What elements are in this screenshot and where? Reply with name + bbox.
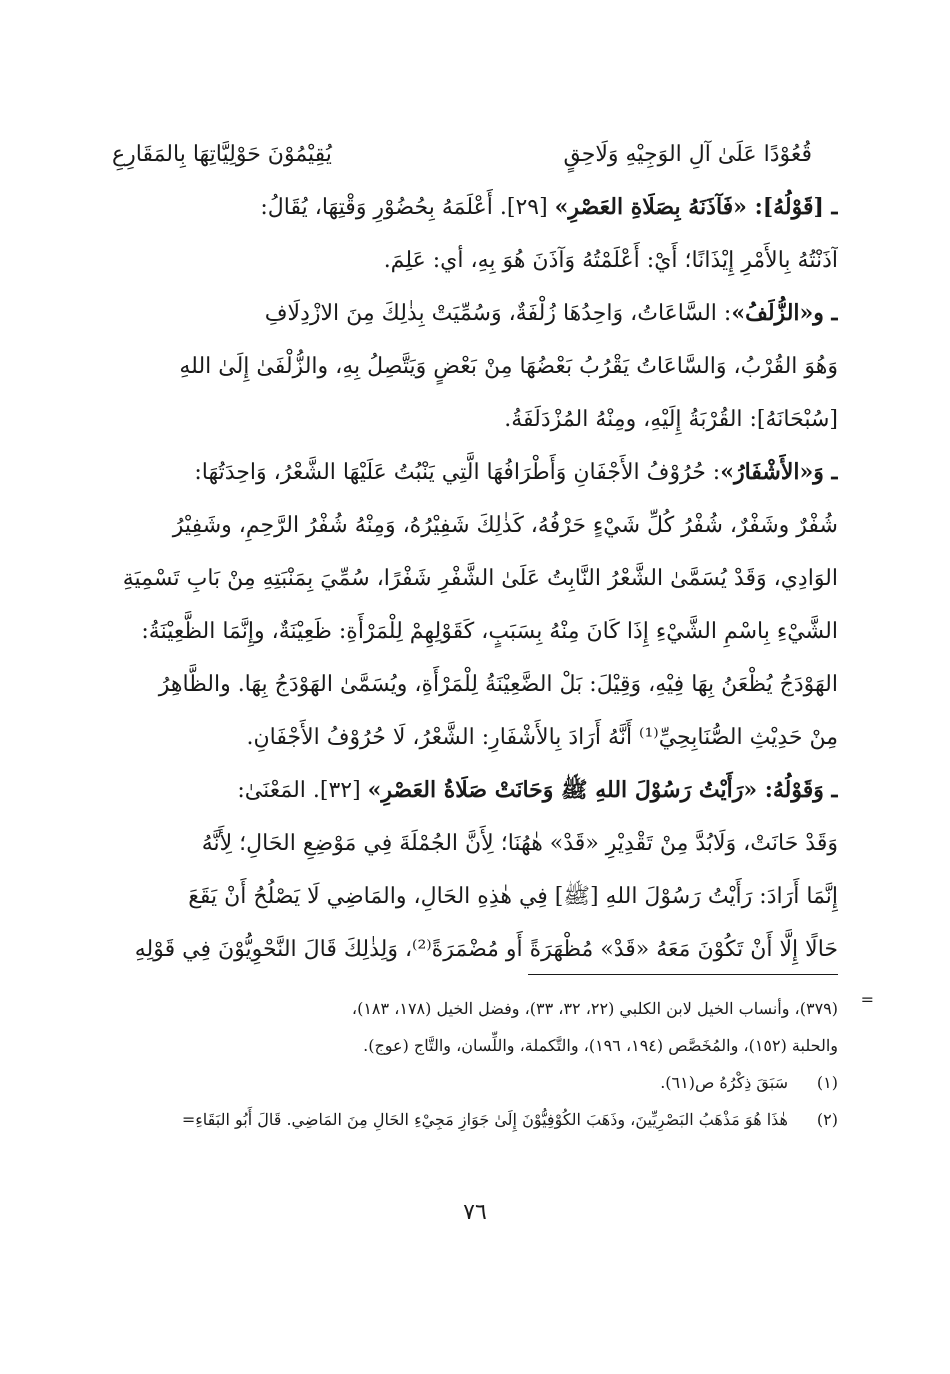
entry-heading: ـ وَ«الأَشْفَارُ» — [720, 459, 838, 485]
line-text: [سُبْحَانَهُ]: القُرْبَةُ إِلَيْهِ، ومِنْهُ المُزْدَلَفَةُ. — [504, 407, 838, 432]
footnote-text: هٰذَا هُوَ مَذْهَبُ البَصْرِيِّينَ، وذَهَبَ الكُوْفِيُّوْنَ إِلَىٰ جَوَازِ مَجِيْءِ الحَالِ مِنَ المَاضِي. قَالَ أَبُو البَقَاءِ= — [181, 1110, 788, 1129]
entry-heading: ـ و«الزُّلَفُ» — [731, 300, 838, 326]
text-line — [112, 393, 838, 446]
line-text: الوَادِي، وَقَدْ يُسَمَّىٰ الشَّعْرُ النَّابِتُ عَلَىٰ الشَّفْرِ شَفْرًا، سُمِّيَ بِمَنْبَتِهِ مِنْ بَابِ تَسْمِيَةِ — [122, 566, 838, 591]
text-line — [112, 923, 838, 976]
line-text: وَقَدْ حَانَتْ، وَلَابُدَّ مِنْ تَقْدِيْرِ «قَدْ» هٰهُنَا؛ لِأَنَّ الجُمْلَةَ فِي مَوْضِعِ الحَالِ؛ لِأَنَّهُ — [201, 831, 838, 856]
line-text: : السَّاعَاتُ، وَاحِدُهَا زُلْفَةٌ، وَسُمِّيَتْ بِذٰلِكَ مِنَ الازْدِلَافِ — [264, 301, 732, 326]
line-text: إِنَّمَا أَرَادَ: رَأَيْتُ رَسُوْلَ اللهِ [ﷺ] فِي هٰذِهِ الحَالِ، والمَاضِي لَا يَصْلُحُ أَنْ يَقَعَ — [188, 884, 838, 909]
entry-heading: ـ وَقَوْلُهُ: «رَأَيْتُ رَسُوْلَ اللهِ ﷺ وَحَانَتْ صَلَاةُ العَصْرِ» — [367, 777, 838, 803]
footnote-continuation-line: والحلبة (١٥٢)، والمُخَصَّص (١٩٤، ١٩٦)، والتَّكملة، واللِّسان، والتَّاج (عوج). — [363, 1036, 838, 1055]
main-text — [112, 128, 838, 976]
footnote-2 — [112, 1101, 838, 1138]
text-line — [112, 764, 838, 817]
line-text: الشَّيْءِ بِاسْمِ الشَّيْءِ إِذَا كَانَ مِنْهُ بِسَبَبٍ، كَقَوْلِهِمْ لِلْمَرْأَةِ: ظَعِيْنَةٌ، وإِنَّمَا الظَّعِيْنَةُ: — [141, 619, 838, 644]
text-line — [112, 870, 838, 923]
text-line — [112, 552, 838, 605]
line-text: [٣٢]. المَعْنَىٰ: — [237, 778, 368, 803]
footnote-1 — [112, 1064, 838, 1101]
footnote-number: (١) — [816, 1073, 838, 1092]
text-line — [112, 287, 838, 340]
footnote-number: (٢) — [816, 1110, 838, 1129]
footnote-continuation-line: (٣٧٩)، وأنساب الخيل لابن الكلبي (٢٢، ٣٢، ٣٣)، وفضل الخيل (١٧٨، ١٨٣)، — [351, 999, 838, 1018]
page-number: ٧٦ — [463, 1200, 487, 1225]
footnotes — [112, 990, 874, 1138]
line-text: شُفْرٌ وشَفْرٌ، شُفْرُ كُلِّ شَيْءٍ حَرْفُهُ، كَذٰلِكَ شَفِيْرُهُ، وَمِنْهُ شُفْرُ الرَّحِمِ، وشَفِيْرُ — [172, 513, 838, 538]
line-text: وَهُوَ القُرْبُ، وَالسَّاعَاتُ يَقْرُبُ بَعْضُهَا مِنْ بَعْضٍ وَيَتَّصِلُ بِهِ، والزُّلْفَىٰ إِلَىٰ اللهِ — [179, 354, 838, 379]
text-line — [112, 340, 838, 393]
text-line — [112, 499, 838, 552]
entry-heading: ـ [قَوْلُهُ]: «فَآذَنَهُ بِصَلَاةِ العَصْرِ» — [554, 194, 838, 220]
text-line — [112, 181, 838, 234]
text-line — [112, 446, 838, 499]
body-lines — [112, 181, 838, 976]
verse-first-hemistich: قُعُوْدًا عَلَىٰ آلِ الوَجِيْهِ وَلَاحِقٍ — [563, 142, 812, 167]
line-text: الهَوْدَجُ يُظْعَنُ بِهَا فِيْهِ، وَقِيْلَ: بَلْ الضَّعِيْنَةُ لِلْمَرْأَةِ، ويُسَمَّىٰ الهَوْدَجُ بِهَا. والظَّاهِرُ — [158, 672, 838, 697]
text-line — [112, 234, 838, 287]
poetry-verse — [112, 128, 838, 181]
continuation-mark: = — [860, 990, 874, 1009]
footnote-continuation — [112, 990, 874, 1064]
line-text: آذَنْتُهُ بِالأَمْرِ إِيْذَانًا؛ أَيْ: أَعْلَمْتُهُ وَآذَنَ هُوَ بِهِ، أي: عَلِمَ. — [383, 248, 838, 273]
verse-second-hemistich: يُقِيْمُوْنَ حَوْلِيَّاتِهَا بِالمَقَارِعِ — [112, 142, 332, 167]
text-line — [112, 817, 838, 870]
text-line — [112, 711, 838, 764]
line-text: حَالًا إِلَّا أَنْ تَكُوْنَ مَعَهُ «قَدْ» مُظْهَرَةً أَو مُضْمَرَةً⁽²⁾، وَلِذٰلِكَ قَالَ النَّحْوِيُّوْنَ فِي قَوْلِهِ — [134, 937, 838, 962]
text-line — [112, 658, 838, 711]
line-text: مِنْ حَدِيْثِ الصُّنَابِحِيِّ⁽¹⁾ أَنَّهُ أَرَادَ بِالأَشْفَارِ: الشَّعْرُ، لَا حُرُوْفُ الأَجْفَانِ. — [246, 725, 838, 750]
line-text: : حُرُوْفُ الأَجْفَانِ وَأَطْرَافُهَا الَّتِي يَنْبُتُ عَلَيْهَا الشَّعْرُ، وَاحِدَتُهَا: — [194, 460, 721, 485]
footnote-divider — [528, 974, 838, 975]
line-text: [٢٩]. أَعْلَمَهُ بِحُضُوْرِ وَقْتِهَا، يُقَالُ: — [260, 195, 555, 220]
footnote-text: سَبَقَ ذِكْرُهُ ص(٦١). — [660, 1073, 788, 1092]
text-line — [112, 605, 838, 658]
